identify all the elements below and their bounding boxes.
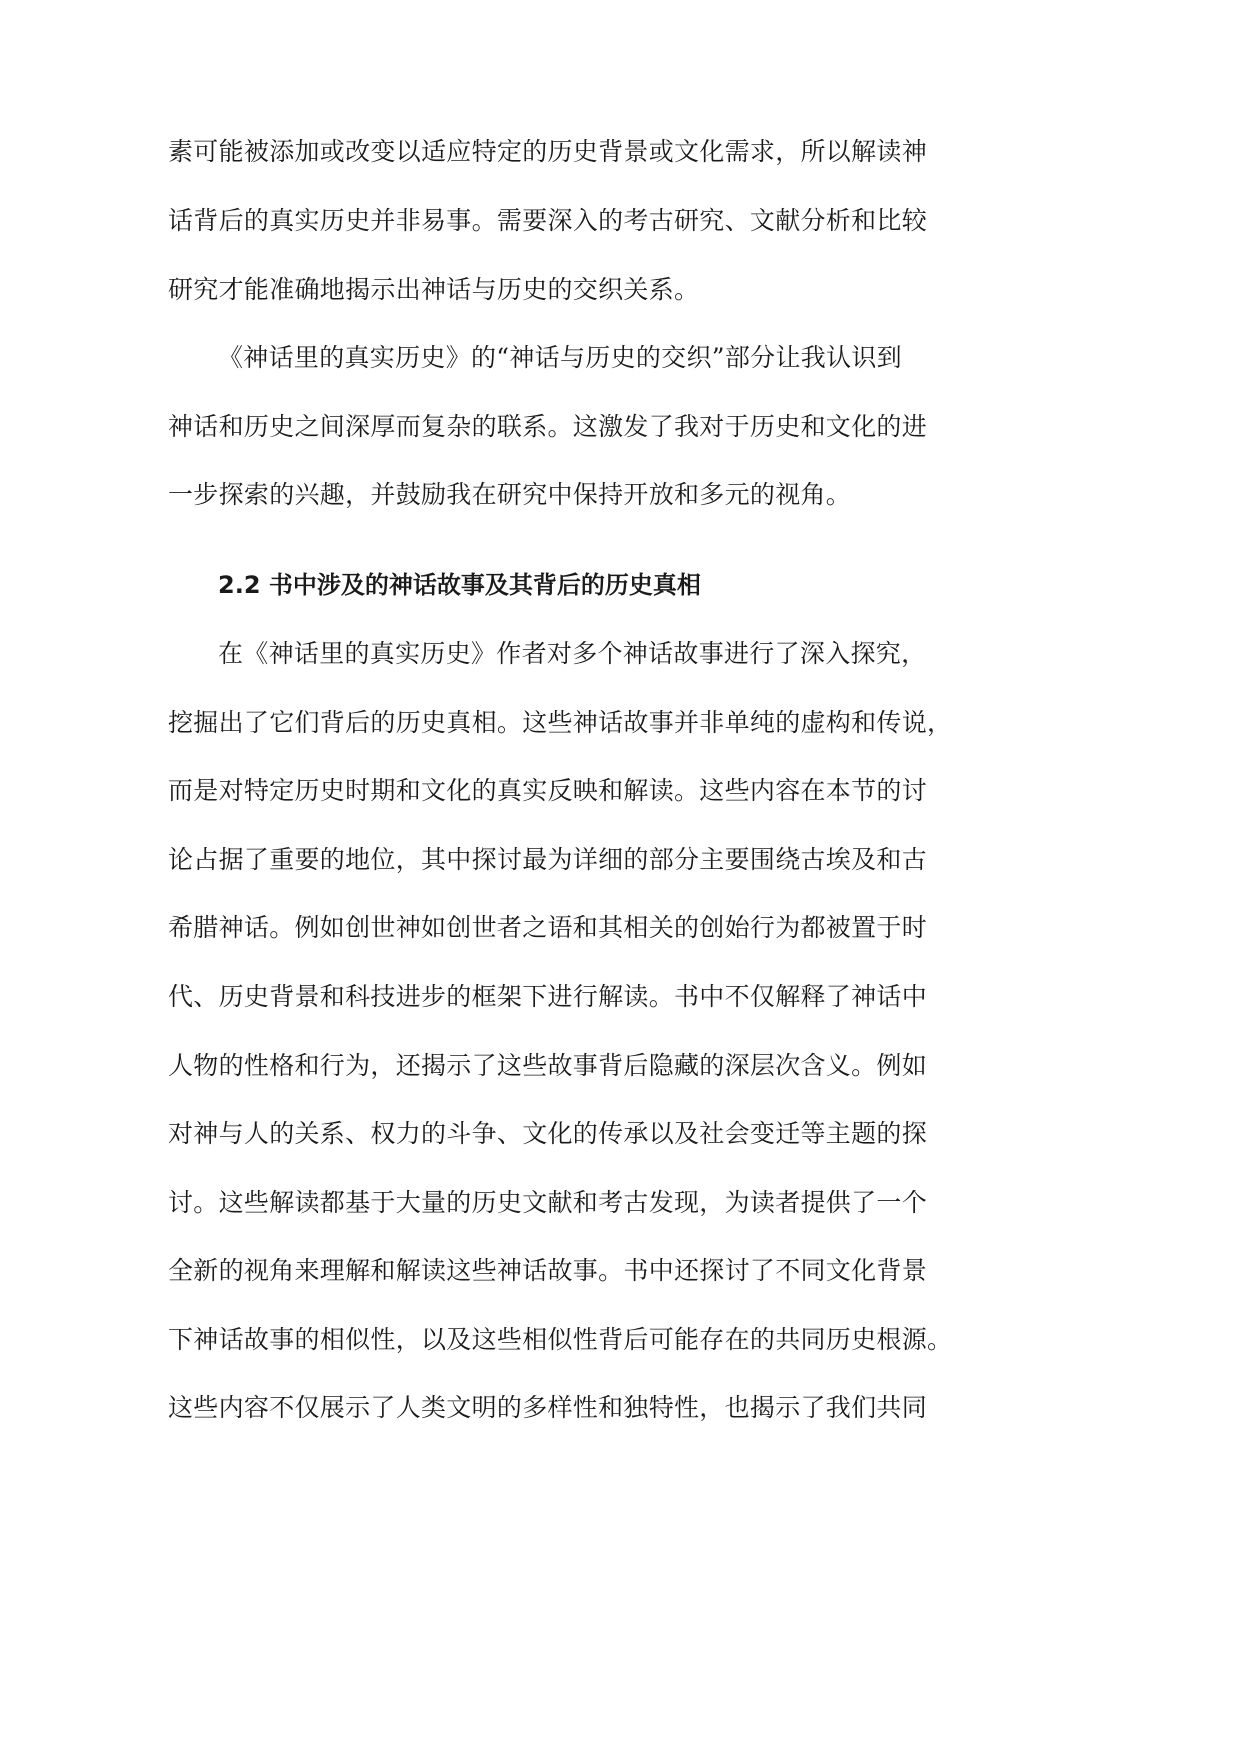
paragraph-1-line-2: 话背后的真实历史并非易事。需要深入的考古研究、文献分析和比较	[168, 206, 928, 235]
paragraph-3-line-4: 论占据了重要的地位，其中探讨最为详细的部分主要围绕古埃及和古	[168, 845, 928, 874]
paragraph-3-line-3: 而是对特定历史时期和文化的真实反映和解读。这些内容在本节的讨	[168, 776, 928, 805]
paragraph-3-line-11: 下神话故事的相似性，以及这些相似性背后可能存在的共同历史根源。	[168, 1325, 953, 1354]
paragraph-3-line-1: 在《神话里的真实历史》作者对多个神话故事进行了深入探究，	[218, 639, 927, 668]
paragraph-3-line-8: 对神与人的关系、权力的斗争、文化的传承以及社会变迁等主题的探	[168, 1119, 928, 1148]
paragraph-3-line-6: 代、历史背景和科技进步的框架下进行解读。书中不仅解释了神话中	[168, 982, 928, 1011]
paragraph-3-line-9: 讨。这些解读都基于大量的历史文献和考古发现，为读者提供了一个	[168, 1188, 928, 1217]
paragraph-3-line-5: 希腊神话。例如创世神如创世者之语和其相关的创始行为都被置于时	[168, 913, 928, 942]
paragraph-1-line-3: 研究才能准确地揭示出神话与历史的交织关系。	[168, 275, 700, 304]
paragraph-2-line-1: 《神话里的真实历史》的“神话与历史的交织”部分让我认识到	[218, 343, 902, 372]
paragraph-3-line-7: 人物的性格和行为，还揭示了这些故事背后隐藏的深层次含义。例如	[168, 1051, 928, 1080]
paragraph-3-line-10: 全新的视角来理解和解读这些神话故事。书中还探讨了不同文化背景	[168, 1256, 928, 1285]
section-heading: 2.2 书中涉及的神话故事及其背后的历史真相	[218, 571, 701, 599]
paragraph-3-line-2: 挖掘出了它们背后的历史真相。这些神话故事并非单纯的虚构和传说，	[168, 708, 953, 737]
paragraph-1-line-1: 素可能被添加或改变以适应特定的历史背景或文化需求，所以解读神	[168, 137, 928, 166]
paragraph-3-line-12: 这些内容不仅展示了人类文明的多样性和独特性，也揭示了我们共同	[168, 1393, 928, 1422]
paragraph-2-line-2: 神话和历史之间深厚而复杂的联系。这激发了我对于历史和文化的进	[168, 412, 928, 441]
paragraph-2-line-3: 一步探索的兴趣，并鼓励我在研究中保持开放和多元的视角。	[168, 480, 852, 509]
